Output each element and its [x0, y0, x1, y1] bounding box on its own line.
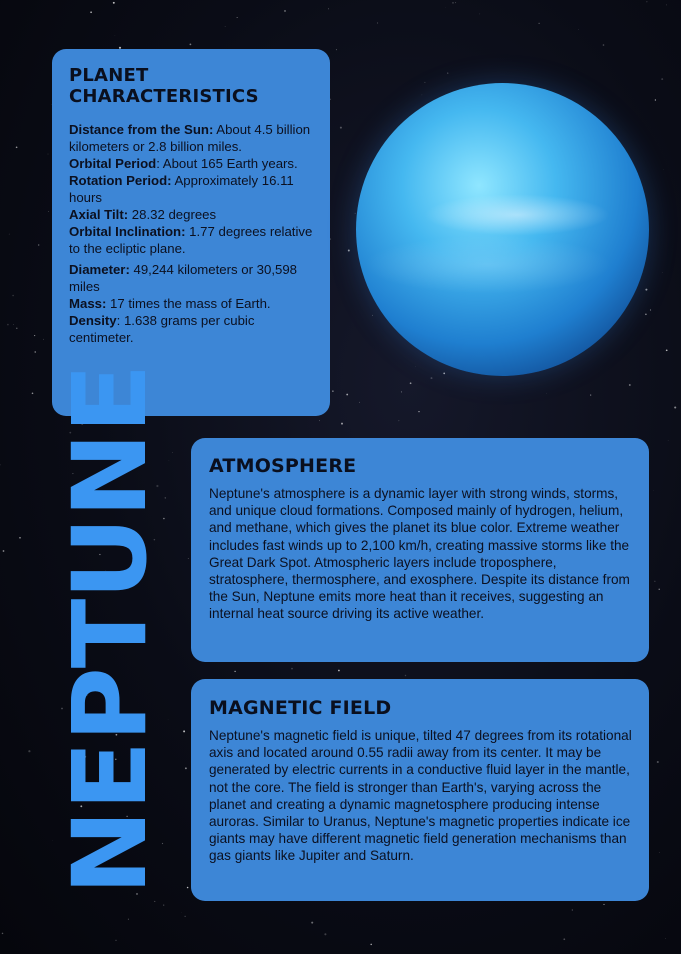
- fact-orbital-inclination: [69, 223, 314, 257]
- star: [563, 938, 565, 940]
- fact-label: Mass:: [69, 296, 107, 311]
- star: [661, 78, 663, 80]
- planet-characteristics-card: [52, 49, 330, 416]
- star: [629, 384, 631, 386]
- fact-text: 1.77 degrees relative to the ecliptic plane.: [69, 224, 313, 256]
- star: [645, 313, 647, 315]
- star: [225, 26, 226, 27]
- star: [332, 390, 333, 391]
- star: [185, 916, 186, 917]
- fact-label: Orbital Period: [69, 156, 157, 171]
- star: [163, 905, 164, 906]
- star: [190, 44, 192, 46]
- star: [654, 581, 655, 582]
- star: [338, 670, 340, 672]
- star: [370, 944, 372, 946]
- fact-text: 17 times the mass of Earth.: [106, 296, 271, 311]
- magnetic-field-body: Neptune's magnetic field is unique, tilted 47 degrees from its rotational axis and located around 0.55 radii away from its center. It may be generated by electric currents in a conductive fluid layer in the mantle, not the core. The field is stronger than Earth's, varying across the planet and creating a dynamic magnetosphere producing intense auroras. Similar to Uranus, Neptune's magnetic properties indicate ice giants may have different magnetic field generation mechanisms than gas giants like Jupiter and Saturn.: [209, 728, 632, 864]
- fact-orbital-period: [69, 155, 314, 172]
- star: [405, 675, 406, 676]
- star: [324, 933, 326, 935]
- star: [603, 44, 605, 46]
- star: [348, 250, 350, 252]
- star: [183, 730, 185, 732]
- star: [28, 750, 30, 752]
- star: [16, 328, 17, 329]
- star: [410, 382, 412, 384]
- star: [128, 919, 129, 920]
- star: [154, 901, 155, 902]
- star: [646, 1, 647, 2]
- star: [603, 904, 604, 905]
- star: [113, 2, 115, 4]
- fact-label: Orbital Inclination:: [69, 224, 186, 239]
- fact-rotation-period: [69, 172, 314, 206]
- fact-text: Approximately 16.11 hours: [69, 173, 294, 205]
- star: [415, 366, 416, 367]
- star: [443, 373, 445, 375]
- star: [90, 11, 92, 13]
- star: [431, 377, 433, 379]
- star: [284, 10, 285, 11]
- star: [291, 668, 293, 670]
- page-title: NEPTUNE: [51, 364, 170, 895]
- star: [38, 244, 39, 245]
- star: [666, 349, 668, 351]
- fact-text: About 4.5 billion kilometers or 2.8 billion miles.: [69, 122, 311, 154]
- star: [3, 550, 5, 552]
- star: [2, 933, 4, 935]
- star: [311, 922, 313, 924]
- star: [319, 420, 320, 421]
- fact-diameter: [69, 261, 314, 295]
- star: [34, 335, 35, 336]
- fact-distance: [69, 121, 314, 155]
- atmosphere-body: Neptune's atmosphere is a dynamic layer with strong winds, storms, and unique cloud formations. Composed mainly of hydrogen, helium, and methane, which gives the planet its blue color. Extreme weather includes fast winds up to 2,100 km/h, creating massive storms like the Great Dark Spot. Atmospheric layers include troposphere, stratosphere, thermosphere, and exosphere. Despite its distance from the Sun, Neptune emits more heat than it receives, suggesting an internal heat source driving its active weather.: [209, 486, 630, 622]
- star: [372, 315, 373, 316]
- fact-label: Diameter:: [69, 262, 130, 277]
- star: [16, 146, 18, 148]
- star: [538, 23, 539, 24]
- star: [401, 391, 402, 392]
- star: [572, 909, 573, 910]
- star: [479, 14, 480, 15]
- star: [662, 272, 663, 273]
- star: [234, 671, 235, 672]
- star: [336, 49, 337, 50]
- fact-label: Density: [69, 313, 117, 328]
- characteristics-list: [69, 121, 314, 346]
- star: [665, 938, 666, 939]
- star: [187, 887, 189, 889]
- atmosphere-card: [191, 438, 649, 662]
- star: [657, 761, 659, 763]
- star: [32, 392, 34, 394]
- characteristics-heading: PLANET CHARACTERISTICS: [69, 65, 259, 107]
- fact-density: [69, 312, 314, 346]
- star: [346, 394, 348, 396]
- star: [172, 452, 173, 453]
- star: [659, 589, 660, 590]
- star: [455, 2, 456, 3]
- magnetic-field-heading: MAGNETIC FIELD: [209, 697, 392, 719]
- star: [341, 423, 343, 425]
- star: [48, 154, 49, 155]
- fact-label: Distance from the Sun:: [69, 122, 214, 137]
- star: [452, 2, 453, 3]
- atmosphere-heading: ATMOSPHERE: [209, 455, 357, 477]
- star: [666, 5, 667, 6]
- star: [328, 9, 329, 10]
- star: [115, 35, 116, 36]
- star: [447, 72, 448, 73]
- star: [19, 537, 21, 539]
- fact-label: Rotation Period:: [69, 173, 172, 188]
- star: [185, 767, 187, 769]
- star: [424, 82, 425, 83]
- star: [340, 127, 342, 129]
- star: [674, 406, 676, 408]
- star: [13, 324, 14, 325]
- star: [35, 351, 36, 352]
- fact-axial-tilt: [69, 206, 314, 223]
- star: [9, 234, 10, 235]
- fact-label: Axial Tilt:: [69, 207, 129, 222]
- star: [422, 95, 423, 96]
- star: [0, 464, 1, 465]
- star: [115, 940, 116, 941]
- star: [650, 309, 651, 310]
- star: [7, 324, 9, 326]
- star: [655, 99, 656, 100]
- star: [377, 23, 378, 24]
- star: [359, 402, 360, 403]
- star: [645, 289, 647, 291]
- fact-text: 49,244 kilometers or 30,598 miles: [69, 262, 297, 294]
- star: [659, 852, 660, 853]
- star: [237, 17, 238, 18]
- star: [48, 211, 49, 212]
- star: [43, 339, 44, 340]
- star: [590, 395, 591, 396]
- star: [188, 558, 189, 559]
- star: [399, 421, 400, 422]
- star: [355, 213, 356, 214]
- neptune-planet-image: [356, 83, 649, 376]
- magnetic-field-card: [191, 679, 649, 901]
- fact-text: : About 165 Earth years.: [156, 156, 298, 171]
- fact-mass: [69, 295, 314, 312]
- star: [546, 393, 547, 394]
- star: [418, 411, 419, 412]
- star: [663, 169, 664, 170]
- fact-text: : 1.638 grams per cubic centimeter.: [69, 313, 255, 345]
- fact-text: 28.32 degrees: [128, 207, 217, 222]
- star: [12, 295, 14, 297]
